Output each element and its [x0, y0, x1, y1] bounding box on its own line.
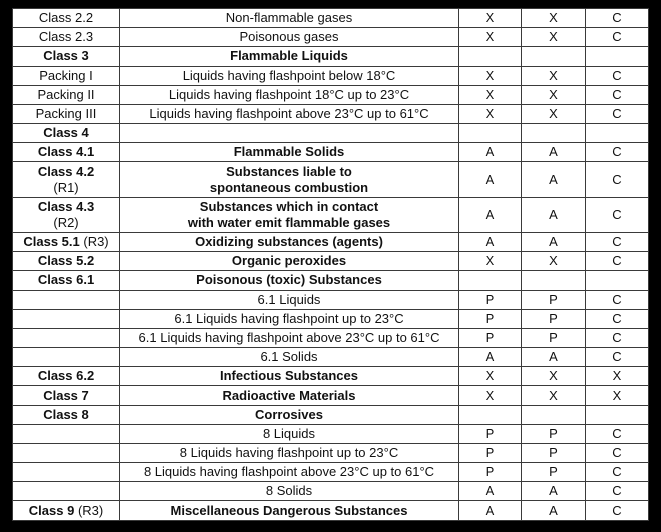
code-cell-1 — [459, 405, 522, 424]
code-cell-2: X — [522, 9, 586, 28]
class-cell — [13, 501, 120, 521]
dangerous-goods-table-container — [12, 8, 648, 521]
code-cell-1: A — [459, 501, 522, 521]
code-cell-3 — [586, 405, 649, 424]
description-cell: Poisonous gases — [120, 28, 459, 47]
description-line-2: with water emit flammable gases — [187, 214, 391, 230]
class-label: Packing II — [37, 86, 95, 102]
class-label: Packing III — [35, 105, 97, 121]
code-cell-2: A — [522, 501, 586, 521]
description-cell: Corrosives — [120, 405, 459, 424]
class-cell — [13, 405, 120, 424]
description-cell — [120, 162, 459, 197]
class-note: (R1) — [53, 179, 79, 195]
class-cell — [13, 443, 120, 462]
class-cell — [13, 162, 120, 197]
table-row — [13, 47, 649, 66]
code-cell-3: C — [586, 143, 649, 162]
description-cell: 8 Liquids having flashpoint up to 23°C — [120, 443, 459, 462]
code-cell-2: X — [522, 85, 586, 104]
code-cell-3: C — [586, 482, 649, 501]
class-note: (R3) — [83, 234, 109, 250]
table-row — [13, 443, 649, 462]
code-cell-2: P — [522, 424, 586, 443]
code-cell-1: A — [459, 197, 522, 232]
code-cell-1: X — [459, 85, 522, 104]
class-cell — [13, 424, 120, 443]
class-cell — [13, 47, 120, 66]
table-row — [13, 309, 649, 328]
description-cell: Radioactive Materials — [120, 386, 459, 405]
table-row — [13, 290, 649, 309]
code-cell-2: A — [522, 348, 586, 367]
class-label: Class 2.3 — [38, 29, 94, 45]
table-row — [13, 501, 649, 521]
code-cell-1 — [459, 47, 522, 66]
description-line-1: Substances which in contact — [199, 198, 379, 214]
description-cell: Infectious Substances — [120, 367, 459, 386]
code-cell-2: A — [522, 143, 586, 162]
code-cell-3: C — [586, 309, 649, 328]
table-row — [13, 85, 649, 104]
description-cell: Flammable Solids — [120, 143, 459, 162]
code-cell-2: X — [522, 28, 586, 47]
class-note: (R3) — [77, 502, 104, 518]
code-cell-1 — [459, 271, 522, 290]
class-cell — [13, 197, 120, 232]
class-note: (R2) — [53, 214, 79, 230]
class-cell — [13, 9, 120, 28]
code-cell-1: P — [459, 424, 522, 443]
table-row — [13, 328, 649, 347]
code-cell-1: P — [459, 463, 522, 482]
code-cell-3: C — [586, 290, 649, 309]
code-cell-1: X — [459, 386, 522, 405]
code-cell-3: C — [586, 424, 649, 443]
code-cell-1: X — [459, 28, 522, 47]
table-row — [13, 28, 649, 47]
class-cell — [13, 367, 120, 386]
code-cell-1: P — [459, 290, 522, 309]
code-cell-3: C — [586, 348, 649, 367]
description-cell — [120, 197, 459, 232]
code-cell-2 — [522, 124, 586, 143]
class-cell — [13, 271, 120, 290]
class-cell — [13, 104, 120, 123]
code-cell-3 — [586, 124, 649, 143]
table-row — [13, 367, 649, 386]
description-cell: Liquids having flashpoint above 23°C up to 61°C — [120, 104, 459, 123]
class-label: Class 4 — [43, 125, 89, 141]
code-cell-3: C — [586, 463, 649, 482]
code-cell-2: X — [522, 252, 586, 271]
class-label: Class 4.1 — [37, 144, 95, 160]
class-cell — [13, 252, 120, 271]
code-cell-1: A — [459, 482, 522, 501]
code-cell-1: P — [459, 443, 522, 462]
code-cell-2 — [522, 405, 586, 424]
code-cell-2: P — [522, 290, 586, 309]
table-row — [13, 271, 649, 290]
description-cell: Liquids having flashpoint below 18°C — [120, 66, 459, 85]
code-cell-3: C — [586, 9, 649, 28]
table-row — [13, 348, 649, 367]
code-cell-3 — [586, 47, 649, 66]
code-cell-3: C — [586, 85, 649, 104]
class-label: Class 4.3 — [37, 198, 95, 214]
description-cell: Flammable Liquids — [120, 47, 459, 66]
class-cell — [13, 309, 120, 328]
class-label: Class 6.1 — [37, 272, 95, 288]
code-cell-3: C — [586, 28, 649, 47]
table-row — [13, 143, 649, 162]
description-cell: Poisonous (toxic) Substances — [120, 271, 459, 290]
code-cell-2: X — [522, 367, 586, 386]
code-cell-3: C — [586, 162, 649, 197]
description-cell: 8 Solids — [120, 482, 459, 501]
description-cell: Non-flammable gases — [120, 9, 459, 28]
code-cell-2: P — [522, 443, 586, 462]
code-cell-2 — [522, 271, 586, 290]
table-row — [13, 66, 649, 85]
code-cell-3: C — [586, 104, 649, 123]
class-label: Packing I — [39, 67, 93, 83]
class-label: Class 5.1 — [23, 234, 80, 250]
code-cell-1: A — [459, 162, 522, 197]
table-row — [13, 197, 649, 232]
table-row — [13, 405, 649, 424]
class-cell — [13, 482, 120, 501]
code-cell-1: X — [459, 104, 522, 123]
code-cell-3: C — [586, 252, 649, 271]
description-cell — [120, 124, 459, 143]
code-cell-1: X — [459, 9, 522, 28]
code-cell-1: A — [459, 348, 522, 367]
description-cell: 6.1 Liquids having flashpoint up to 23°C — [120, 309, 459, 328]
class-cell — [13, 348, 120, 367]
code-cell-1 — [459, 124, 522, 143]
description-cell: 6.1 Liquids — [120, 290, 459, 309]
class-cell — [13, 85, 120, 104]
class-label: Class 4.2 — [37, 163, 95, 179]
dangerous-goods-class-table — [12, 8, 649, 521]
description-cell: Organic peroxides — [120, 252, 459, 271]
description-cell: 6.1 Solids — [120, 348, 459, 367]
class-label: Class 9 — [28, 502, 75, 518]
description-cell: Oxidizing substances (agents) — [120, 233, 459, 252]
class-label: Class 3 — [43, 48, 89, 64]
code-cell-1: A — [459, 143, 522, 162]
code-cell-1: X — [459, 66, 522, 85]
description-cell: Liquids having flashpoint 18°C up to 23°C — [120, 85, 459, 104]
code-cell-3: C — [586, 501, 649, 521]
class-cell — [13, 66, 120, 85]
code-cell-3: X — [586, 367, 649, 386]
class-label: Class 6.2 — [37, 368, 95, 384]
table-row — [13, 482, 649, 501]
code-cell-1: P — [459, 309, 522, 328]
description-line-1: Substances liable to — [226, 163, 352, 179]
class-label: Class 5.2 — [37, 253, 95, 269]
class-cell — [13, 28, 120, 47]
class-cell — [13, 328, 120, 347]
class-label: Class 7 — [43, 387, 89, 403]
table-row — [13, 424, 649, 443]
code-cell-2: X — [522, 66, 586, 85]
code-cell-2: X — [522, 104, 586, 123]
class-cell — [13, 290, 120, 309]
class-cell — [13, 143, 120, 162]
code-cell-1: P — [459, 328, 522, 347]
code-cell-2: P — [522, 328, 586, 347]
code-cell-1: A — [459, 233, 522, 252]
class-label: Class 8 — [43, 406, 89, 422]
code-cell-2: A — [522, 197, 586, 232]
code-cell-2: A — [522, 162, 586, 197]
code-cell-3: C — [586, 443, 649, 462]
code-cell-3: C — [586, 328, 649, 347]
code-cell-3: C — [586, 66, 649, 85]
code-cell-2: X — [522, 386, 586, 405]
code-cell-1: X — [459, 367, 522, 386]
code-cell-1: X — [459, 252, 522, 271]
table-row — [13, 124, 649, 143]
table-row — [13, 252, 649, 271]
class-cell — [13, 233, 120, 252]
code-cell-2: P — [522, 463, 586, 482]
table-row — [13, 463, 649, 482]
class-cell — [13, 463, 120, 482]
description-line-2: spontaneous combustion — [209, 179, 369, 195]
description-cell: 6.1 Liquids having flashpoint above 23°C up to 61°C — [120, 328, 459, 347]
description-cell: 8 Liquids having flashpoint above 23°C up to 61°C — [120, 463, 459, 482]
description-cell: 8 Liquids — [120, 424, 459, 443]
code-cell-3: C — [586, 197, 649, 232]
code-cell-3 — [586, 271, 649, 290]
table-row — [13, 162, 649, 197]
code-cell-3: C — [586, 233, 649, 252]
table-row — [13, 233, 649, 252]
table-row — [13, 9, 649, 28]
table-row — [13, 386, 649, 405]
code-cell-2: A — [522, 482, 586, 501]
code-cell-2 — [522, 47, 586, 66]
code-cell-2: P — [522, 309, 586, 328]
code-cell-3: X — [586, 386, 649, 405]
class-label: Class 2.2 — [38, 10, 94, 26]
table-row — [13, 104, 649, 123]
class-cell — [13, 386, 120, 405]
description-cell: Miscellaneous Dangerous Substances — [120, 501, 459, 521]
class-cell — [13, 124, 120, 143]
code-cell-2: A — [522, 233, 586, 252]
